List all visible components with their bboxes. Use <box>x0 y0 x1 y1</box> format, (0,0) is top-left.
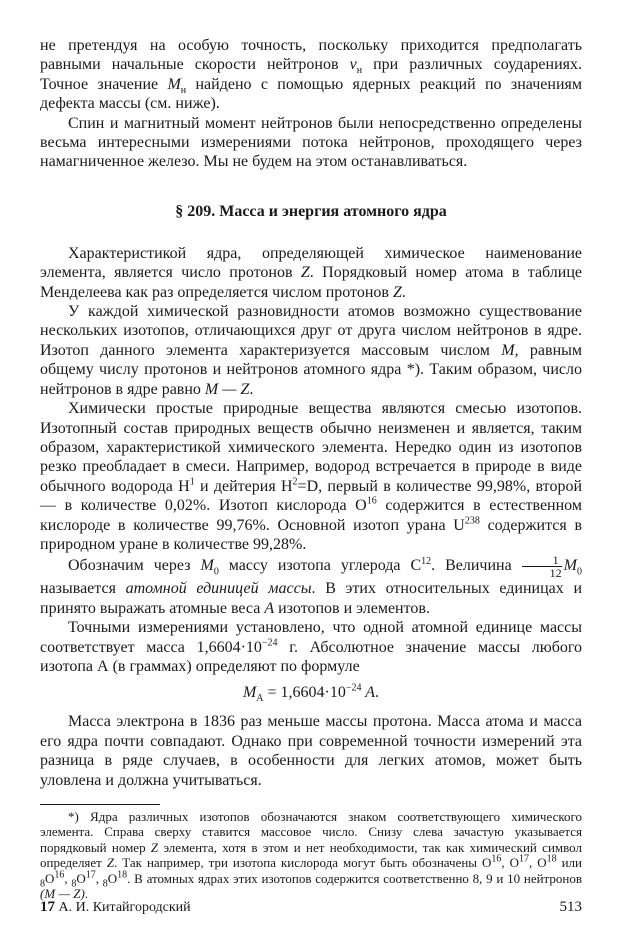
footnote-divider <box>40 804 160 805</box>
paragraph-7: Точными измерениями установлено, что одной атомной единице массы соответствует масса $1,6604\cdot 10^{-24}$ г. Абсолютное значение массы любого изотопа А (в граммах) определяют по формуле <box>40 619 583 675</box>
section-heading: § 209. Масса и энергия атомного ядра <box>175 202 447 220</box>
fraction: $\frac{1}{12}$ <box>522 554 562 579</box>
paragraph-2: Спин и магнитный момент нейтронов были непосредственно определены весьма интересными измерениями потока нейтронов, проходящего через намагниченное железо. Мы не будем на этом останавливаться. <box>40 114 582 171</box>
paragraph-1: не претендуя на особую точность, поскольку приходится предполагать равными начальные скорости нейтронов $v_н$ при различных соударениях. Точное значение $M_н$ найдено с помощью ядерных реакций по значениям дефекта массы (см. ниже). <box>40 37 583 113</box>
paragraph-8: Масса электрона в 1836 раз меньше массы протона. Масса атома и масса его ядра почти совпадают. Однако при современной точности измерений эта разница в ряде случаев, в особенности для легких атомов, может быть уловлена и должна учитываться. <box>40 713 582 789</box>
footnote: *) Ядра различных изотопов обозначаются знаком соответствующего химического элемента. Справа сверху ставится массовое число. Снизу слева зачастую указывается порядковый номер Z элемента, хотя в этом и нет необходимости, так как химический символ определяет Z. Так например, три изотопа кислорода могут быть обозначены $O^{16}$, $O^{17}$, $O^{18}$ или $_8O^{16}$, $_8O^{17}$, $_8O^{18}$. В атомных ядрах этих изотопов содержится соответственно 8, 9 и 10 нейтронов (M — Z). <box>40 809 582 902</box>
paragraph-4: У каждой химической разновидности атомов возможно существование нескольких изотопов, отличающихся друг от друга числом нейтронов в ядре. Изотоп данного элемента характеризуется массовым числом M, равным общему числу протонов и нейтронов атомного ядра *). Таким образом, число нейтронов в ядре равно M — Z. <box>40 303 583 398</box>
paragraph-3: Характеристикой ядра, определяющей химическое наименование элемента, является число протонов Z. Порядковый номер атома в таблице Менделеева как раз определяется числом протонов Z. <box>40 244 582 301</box>
paragraph-6: Обозначим через $M_0$ массу изотопа углерода $C^{12}$. Величина $\frac{1}{12}$ $M_0$ называется атомной единицей массы. В этих относительных единицах и принято выражать атомные веса A изотопов и элементов. <box>40 553 583 617</box>
page-footer <box>40 899 582 919</box>
page-number: 513 <box>559 899 582 915</box>
signature-mark: 17 А. И. Китайгородский <box>40 899 191 915</box>
page-body <box>40 36 582 901</box>
paragraph-5: Химически простые природные вещества являются смесью изотопов. Изотопный состав природных веществ обычно неизменен и является, таким образом, характеристикой химического элемента. Нередко один из изотопов резко преобладает в смеси. Например, водород встречается в природе в виде обычного водорода $H^1$ и дейтерия $H^2=D$, первый в количестве 99,98%, второй — в количестве 0,02%. Изотоп кислорода $O^{16}$ содержится в естественном кислороде в количестве 99,76%. Основной изотоп урана $U^{238}$ содержится в природном уране в количестве 99,28%. <box>40 400 583 553</box>
mass-formula: $M_A = 1,6604\cdot 10^{-24}$ A. <box>242 683 380 705</box>
